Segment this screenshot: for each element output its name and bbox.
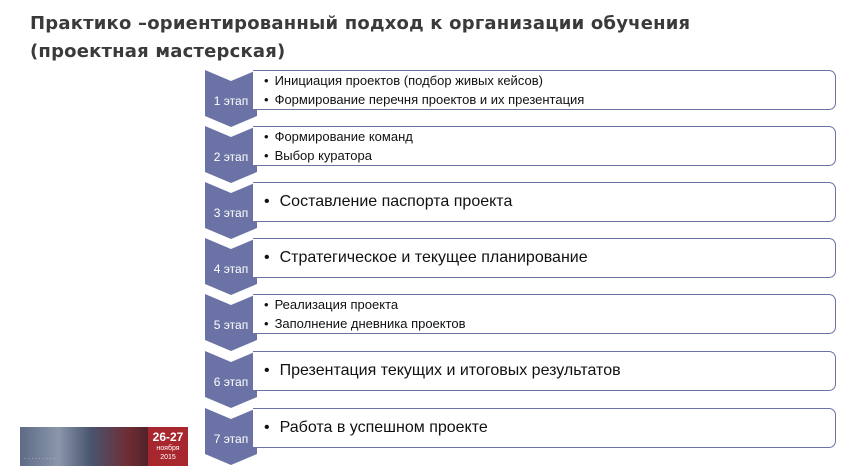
stage-3-bullet-1: • Составление паспорта проекта	[264, 191, 835, 213]
stage-1-bullet-2: • Формирование перечня проектов и их презентация	[264, 90, 835, 109]
stage-7-label: 7 этап	[213, 432, 249, 446]
title-line-2: (проектная мастерская)	[30, 41, 286, 62]
stage-3	[205, 182, 835, 232]
stage-1-box	[253, 70, 836, 110]
event-logo-date	[148, 427, 188, 466]
stage-5-bullet-1: • Реализация проекта	[264, 295, 835, 314]
stage-1	[205, 70, 835, 120]
slide-title	[30, 10, 830, 66]
stage-4	[205, 238, 835, 288]
stage-6-box	[253, 351, 836, 391]
stage-5-box	[253, 294, 836, 334]
stage-7-box	[253, 408, 836, 448]
stage-6-label: 6 этап	[213, 375, 249, 389]
stage-2-bullet-2: • Выбор куратора	[264, 146, 835, 165]
stage-1-bullet-1: • Инициация проектов (подбор живых кейсов)	[264, 71, 835, 90]
stage-5-label: 5 этап	[213, 318, 249, 332]
title-line-1: Практико –ориентированный подход к организации обучения	[30, 13, 691, 34]
stage-3-box	[253, 182, 836, 222]
stage-2	[205, 126, 835, 176]
stage-3-label: 3 этап	[213, 206, 249, 220]
stage-4-bullet-1: • Стратегическое и текущее планирование	[264, 247, 835, 269]
event-month: ноября	[156, 445, 180, 452]
event-logo-image	[20, 427, 148, 466]
stage-6	[205, 351, 835, 401]
event-date: 26-27	[152, 430, 184, 444]
stage-5	[205, 294, 835, 344]
stage-2-label: 2 этап	[213, 150, 249, 164]
stage-7	[205, 408, 835, 458]
stage-5-bullet-2: • Заполнение дневника проектов	[264, 314, 835, 333]
stage-4-box	[253, 238, 836, 278]
event-logo-caption: · · · · · · · · ·	[24, 456, 56, 462]
stage-4-label: 4 этап	[213, 262, 249, 276]
stage-2-box	[253, 126, 836, 166]
stage-2-bullet-1: • Формирование команд	[264, 127, 835, 146]
stage-7-bullet-1: • Работа в успешном проекте	[264, 417, 835, 439]
event-logo	[20, 427, 188, 466]
event-year: 2015	[160, 454, 176, 461]
stage-1-label: 1 этап	[213, 94, 249, 108]
stage-6-bullet-1: • Презентация текущих и итоговых результатов	[264, 360, 835, 382]
